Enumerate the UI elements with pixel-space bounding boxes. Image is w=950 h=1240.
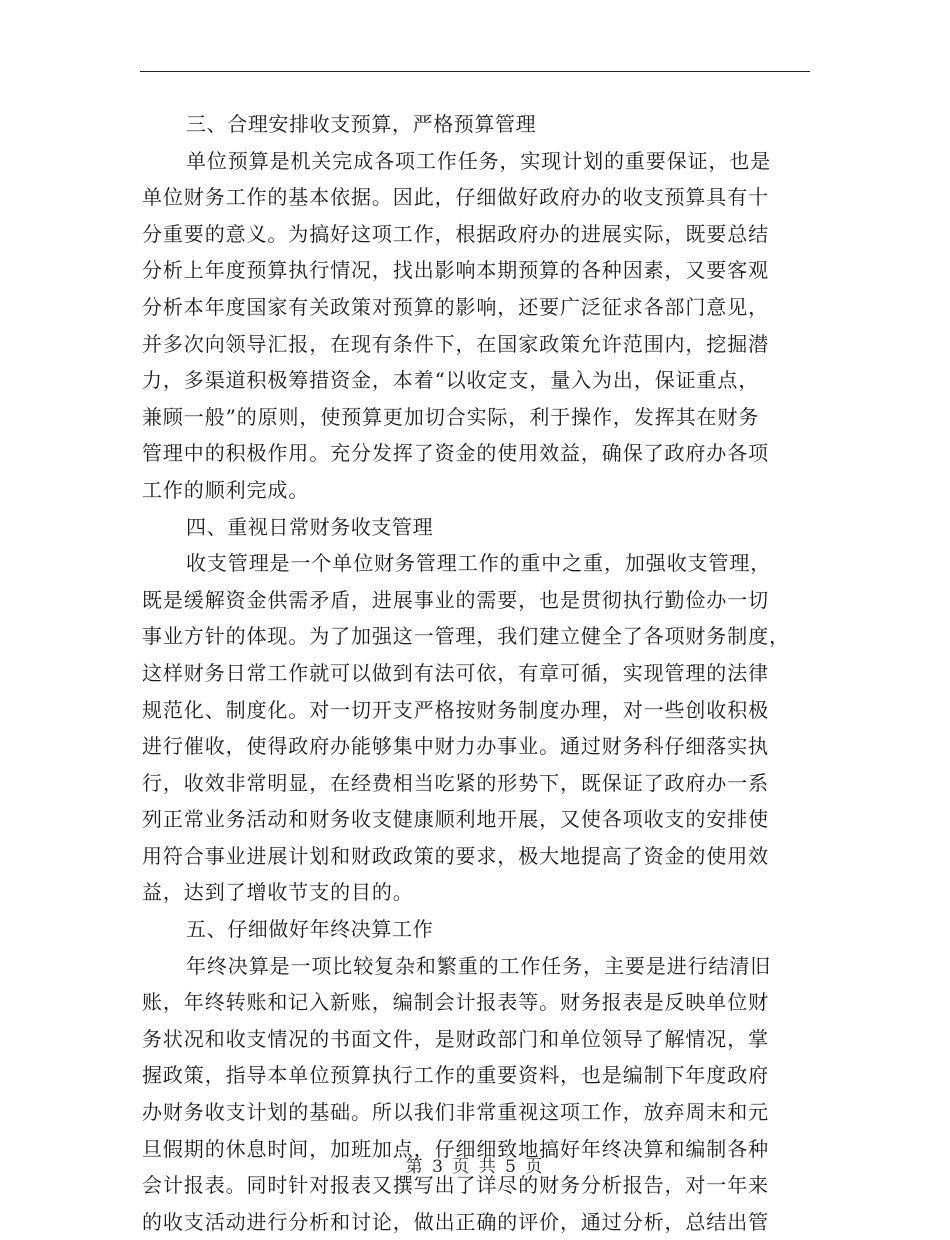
section-heading-3: 三、合理安排收支预算，严格预算管理 xyxy=(186,112,537,136)
paragraph-line: 益，达到了增收节支的目的。 xyxy=(142,880,414,905)
paragraph-line: 年终决算是一项比较复杂和繁重的工作任务，主要是进行结清旧 xyxy=(186,953,772,978)
section-heading-4: 四、重视日常财务收支管理 xyxy=(186,514,434,539)
paragraph-line: 力，多渠道积极筹措资金，本着“以收定支，量入为出，保证重点， xyxy=(142,368,760,393)
page-number-footer: 第 3 页 共 5 页 xyxy=(405,1157,545,1177)
paragraph-line: 兼顾一般”的原则，使预算更加切合实际，利于操作，发挥其在财务 xyxy=(142,404,760,429)
paragraph-line: 这样财务日常工作就可以做到有法可依，有章可循，实现管理的法律 xyxy=(142,660,769,685)
paragraph-line: 分析本年度国家有关政策对预算的影响，还要广泛征求各部门意见， xyxy=(142,294,769,319)
section-heading-5: 五、仔细做好年终决算工作 xyxy=(186,917,434,942)
paragraph-line: 旦假期的休息时间，加班加点，仔细细致地搞好年终决算和编制各种 xyxy=(142,1136,769,1161)
header-rule xyxy=(140,71,810,72)
paragraph-line: 单位财务工作的基本依据。因此，仔细做好政府办的收支预算具有十 xyxy=(142,185,769,210)
paragraph-line: 规范化、制度化。对一切开支严格按财务制度办理，对一些创收积极 xyxy=(142,697,769,722)
paragraph-line: 会计报表。同时针对报表又撰写出了详尽的财务分析报告，对一年来 xyxy=(142,1173,769,1198)
paragraph-line: 账，年终转账和记入新账，编制会计报表等。财务报表是反映单位财 xyxy=(142,990,769,1015)
paragraph-line: 行，收效非常明显，在经费相当吃紧的形势下，既保证了政府办一系 xyxy=(142,770,769,795)
paragraph-line: 用符合事业进展计划和财政政策的要求，极大地提高了资金的使用效 xyxy=(142,843,769,868)
paragraph-line: 务状况和收支情况的书面文件，是财政部门和单位领导了解情况，掌 xyxy=(142,1026,769,1051)
paragraph-line: 握政策，指导本单位预算执行工作的重要资料，也是编制下年度政府 xyxy=(142,1063,769,1088)
paragraph-line: 工作的顺利完成。 xyxy=(142,477,310,502)
paragraph-line: 管理中的积极作用。充分发挥了资金的使用效益，确保了政府办各项 xyxy=(142,441,769,466)
paragraph-line: 分重要的意义。为搞好这项工作，根据政府办的进展实际，既要总结 xyxy=(142,221,769,246)
paragraph-line: 单位预算是机关完成各项工作任务，实现计划的重要保证，也是 xyxy=(186,148,772,173)
paragraph-line: 既是缓解资金供需矛盾，进展事业的需要，也是贯彻执行勤俭办一切 xyxy=(142,587,769,612)
paragraph-line: 列正常业务活动和财务收支健康顺利地开展，又使各项收支的安排使 xyxy=(142,807,769,832)
paragraph-line: 的收支活动进行分析和讨论，做出正确的评价，通过分析，总结出管 xyxy=(142,1209,769,1234)
paragraph-line: 并多次向领导汇报，在现有条件下，在国家政策允许范围内，挖掘潜 xyxy=(142,331,769,356)
paragraph-line: 办财务收支计划的基础。所以我们非常重视这项工作，放弃周末和元 xyxy=(142,1100,769,1125)
paragraph-line: 分析上年度预算执行情况，找出影响本期预算的各种因素，又要客观 xyxy=(142,258,769,283)
paragraph-line: 事业方针的体现。为了加强这一管理，我们建立健全了各项财务制度， xyxy=(142,624,790,649)
paragraph-line: 进行催收，使得政府办能够集中财力办事业。通过财务科仔细落实执 xyxy=(142,734,769,759)
paragraph-line: 收支管理是一个单位财务管理工作的重中之重，加强收支管理， xyxy=(186,551,772,576)
document-body xyxy=(142,106,812,1240)
